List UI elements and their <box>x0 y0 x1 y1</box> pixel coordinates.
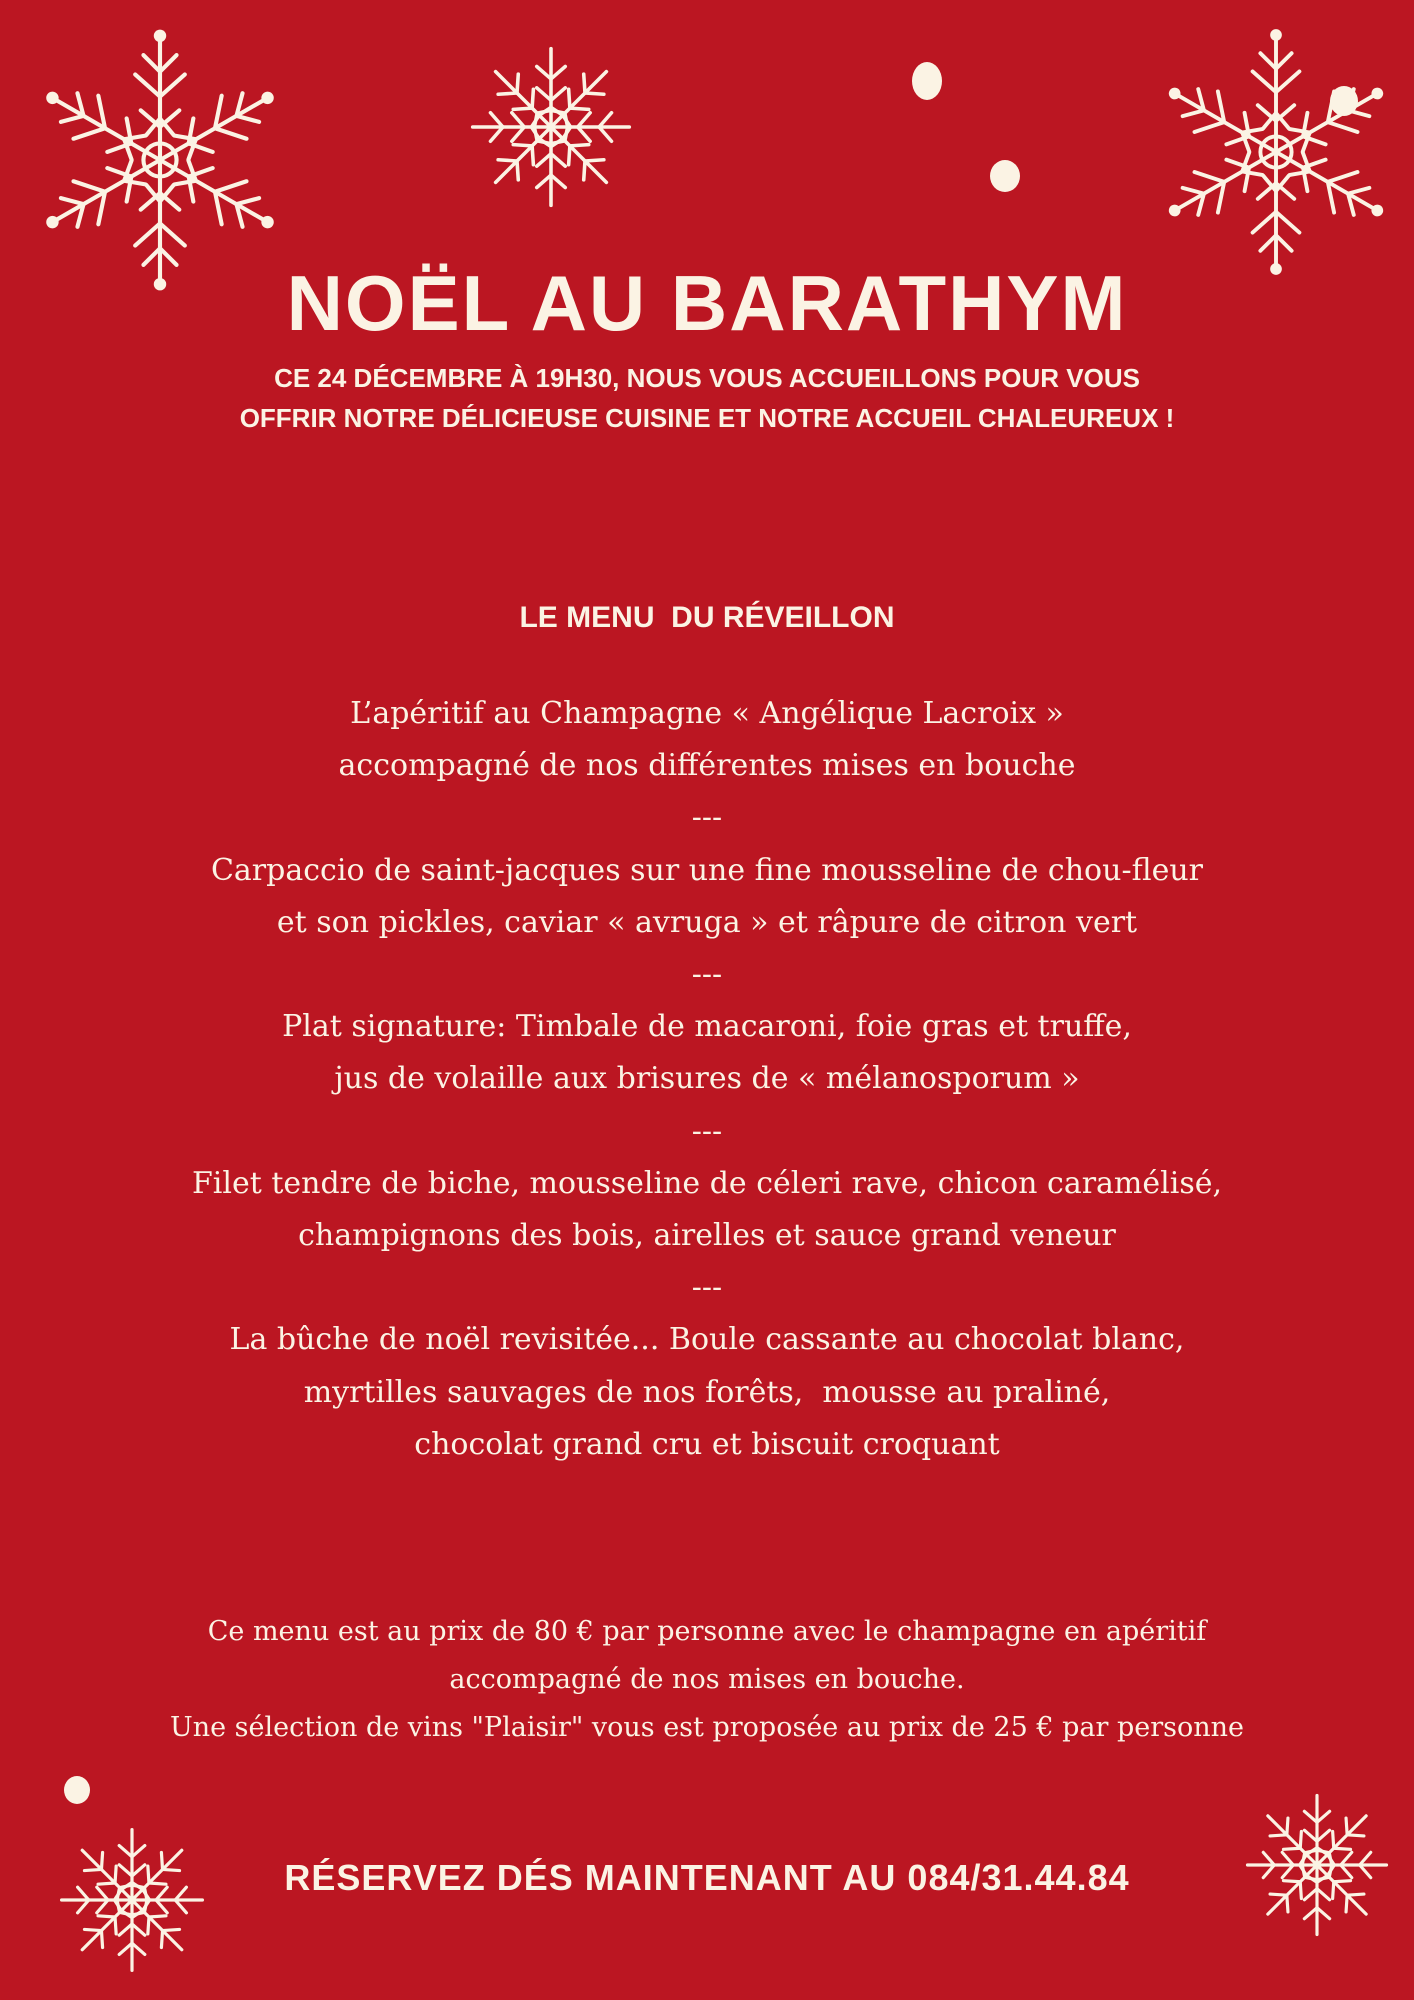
menu-line: L’apéritif au Champagne « Angélique Lacroix » <box>350 696 1064 731</box>
menu-separator: --- <box>691 1113 723 1149</box>
pricing-line: Ce menu est au prix de 80 € par personne avec le champagne en apéritif <box>207 1616 1207 1647</box>
menu-separator: --- <box>691 1270 723 1306</box>
snowflake-icon <box>1146 22 1406 282</box>
menu-line: Filet tendre de biche, mousseline de céleri rave, chicon caramélisé, <box>191 1165 1223 1201</box>
menu-line: accompagné de nos différentes mises en bouche <box>338 748 1076 784</box>
pricing-line: Une sélection de vins "Plaisir" vous est proposée au prix de 25 € par personne <box>169 1712 1245 1743</box>
menu-line: chocolat grand cru et biscuit croquant <box>414 1426 1000 1462</box>
menu-separator: --- <box>691 800 723 836</box>
page-title: NOËL AU BARATHYM <box>286 259 1128 347</box>
menu-line: La bûche de noël revisitée... Boule cassante au chocolat blanc, <box>229 1322 1185 1358</box>
menu-line: myrtilles sauvages de nos forêts, mousse au praliné, <box>303 1374 1111 1410</box>
snow-dot <box>64 1776 90 1804</box>
menu-line: jus de volaille aux brisures de « mélanosporum » <box>334 1061 1080 1097</box>
menu-separator: --- <box>691 957 723 993</box>
snow-dot <box>912 62 942 100</box>
menu-line: Carpaccio de saint-jacques sur une fine mousseline de chou-fleur <box>210 852 1204 888</box>
menu-heading: LE MENU DU RÉVEILLON <box>519 601 895 634</box>
subtitle-line: OFFRIR NOTRE DÉLICIEUSE CUISINE ET NOTRE ACCUEIL CHALEUREUX ! <box>239 403 1175 433</box>
pricing-line: accompagné de nos mises en bouche. <box>449 1664 965 1695</box>
event-subtitle <box>100 358 1314 438</box>
snow-dot <box>1330 86 1358 116</box>
pricing-info <box>40 1608 1374 1752</box>
snowflake-icon <box>462 38 640 216</box>
subtitle-line: CE 24 DÉCEMBRE À 19H30, NOUS VOUS ACCUEILLONS POUR VOUS <box>274 363 1140 393</box>
menu-line: champignons des bois, airelles et sauce grand veneur <box>298 1218 1116 1254</box>
menu-list <box>60 688 1354 1471</box>
snow-dot <box>990 160 1020 192</box>
reservation-phone: RÉSERVEZ DÉS MAINTENANT AU 084/31.44.84 <box>284 1857 1130 1898</box>
menu-line: Plat signature: Timbale de macaroni, foie gras et truffe, <box>282 1009 1132 1045</box>
menu-line: et son pickles, caviar « avruga » et râpure de citron vert <box>276 904 1138 940</box>
